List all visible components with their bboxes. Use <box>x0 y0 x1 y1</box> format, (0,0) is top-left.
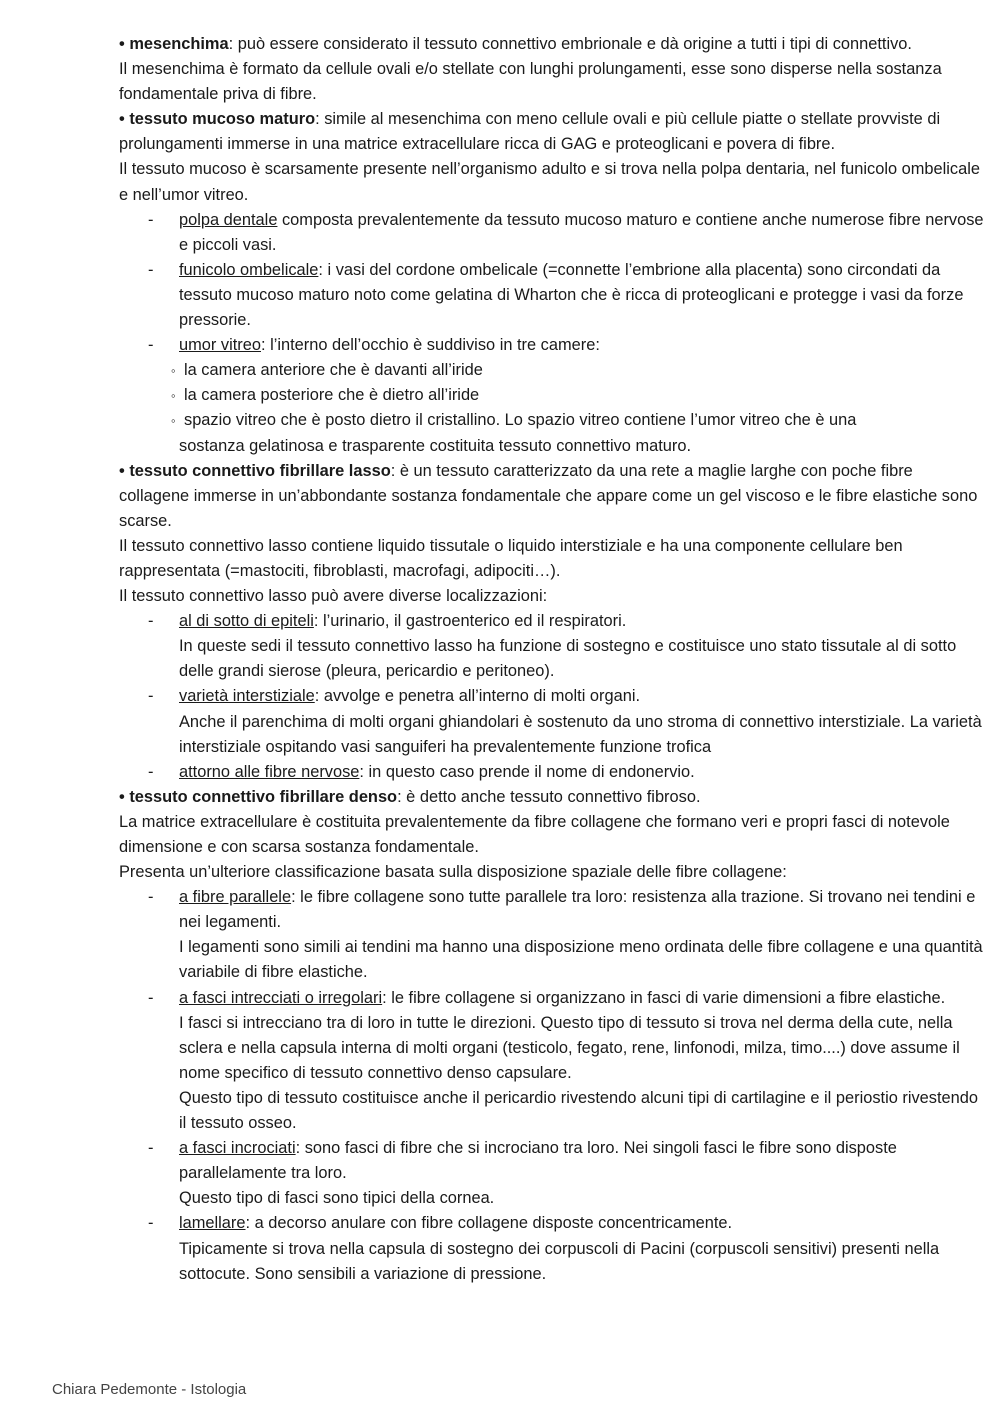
dash-list-item <box>119 333 984 358</box>
dash-marker: - <box>148 1139 154 1158</box>
section-term <box>119 110 315 128</box>
bullet-marker: • <box>119 35 125 53</box>
section-term <box>119 788 397 806</box>
document-body <box>119 32 984 1287</box>
dash-list-item <box>119 258 984 333</box>
dash-list-item <box>119 1211 984 1236</box>
paragraph: Il tessuto connettivo lasso contiene liquido tissutale o liquido interstiziale e ha una componente cellulare ben rappresentata (=mastociti, fibroblasti, macrofagi, adipociti…). <box>119 536 903 580</box>
subtopic-term: umor vitreo <box>179 336 261 355</box>
term-description: : può essere considerato il tessuto connettivo embrionale e dà origine a tutti i tipi di connettivo. <box>228 35 912 53</box>
bullet-paragraph <box>119 459 984 534</box>
term-text: tessuto connettivo fibrillare lasso <box>129 461 391 480</box>
term-text: tessuto mucoso maturo <box>129 110 316 129</box>
dash-list-item <box>119 208 984 258</box>
page-footer: Chiara Pedemonte - Istologia <box>52 1381 247 1398</box>
dash-list-item <box>119 760 984 785</box>
list-continuation: Tipicamente si trova nella capsula di sostegno dei corpuscoli di Pacini (corpuscoli sensitivi) presenti nella sottocute. Sono sensibili a variazione di pressione. <box>179 1239 940 1283</box>
circle-list-item <box>119 408 984 433</box>
dash-list-item <box>119 986 984 1011</box>
circle-item-text: la camera anteriore che è davanti all’iride <box>184 361 483 380</box>
term-description: : è detto anche tessuto connettivo fibroso. <box>397 787 701 806</box>
subtopic-term: a fibre parallele <box>179 888 292 907</box>
dash-marker: - <box>148 336 154 355</box>
dash-marker: - <box>148 612 154 631</box>
subtopic-description: : l’interno dell’occhio è suddiviso in tre camere: <box>260 336 600 355</box>
subtopic-description: : a decorso anulare con fibre collagene disposte concentricamente. <box>245 1214 733 1233</box>
bullet-paragraph <box>119 785 984 810</box>
dash-marker: - <box>148 762 154 781</box>
bullet-marker: • <box>119 110 125 129</box>
dash-marker: - <box>148 210 154 229</box>
dash-list-item <box>119 684 984 709</box>
subtopic-description: : avvolge e penetra all’interno di molti organi. <box>314 687 641 706</box>
list-continuation: Anche il parenchima di molti organi ghiandolari è sostenuto da uno stroma di connettivo interstiziale. La varietà interstiziale ospitando vasi sanguiferi ha prevalentemente funzione trofica <box>179 712 982 756</box>
subtopic-description: : sono fasci di fibre che si incrociano tra loro. Nei singoli fasci le fibre sono disposte parallelamente tra loro. <box>179 1139 897 1183</box>
circle-marker: ◦ <box>171 413 176 429</box>
paragraph: Il mesenchima è formato da cellule ovali e/o stellate con lunghi prolungamenti, esse sono disperse nella sostanza fondamentale priva di fibre. <box>119 60 942 104</box>
bullet-paragraph <box>119 32 984 57</box>
subtopic-term: a fasci intrecciati o irregolari <box>179 988 383 1007</box>
term-description: : è un tessuto caratterizzato da una rete a maglie larghe con poche fibre collagene immerse in un’abbondante sostanza fondamentale che appare come un gel viscoso e le fibre elastiche sono scarse. <box>119 461 978 530</box>
subtopic-term: varietà interstiziale <box>179 687 315 706</box>
subtopic-term: attorno alle fibre nervose <box>179 762 360 781</box>
subtopic-term: lamellare <box>179 1214 246 1233</box>
circle-list-item <box>119 358 984 383</box>
circle-marker: ◦ <box>171 363 176 379</box>
dash-marker: - <box>148 687 154 706</box>
dash-marker: - <box>148 1214 154 1233</box>
list-continuation: Questo tipo di tessuto costituisce anche il pericardio rivestendo alcuni tipi di cartilagine e il periostio rivestendo il tessuto osseo. <box>179 1088 979 1133</box>
section-term <box>119 462 391 480</box>
circle-list-item <box>119 383 984 408</box>
subtopic-description: : in questo caso prende il nome di endonervio. <box>359 762 695 781</box>
subtopic-term: polpa dentale <box>179 210 278 229</box>
list-continuation: Questo tipo di fasci sono tipici della cornea. <box>179 1189 495 1208</box>
paragraph: La matrice extracellulare è costituita prevalentemente da fibre collagene che formano veri e propri fasci di notevole dimensione e con scarsa sostanza fondamentale. <box>119 812 950 856</box>
dash-marker: - <box>148 888 154 907</box>
circle-item-text: la camera posteriore che è dietro all’iride <box>184 386 480 405</box>
list-continuation: I legamenti sono simili ai tendini ma hanno una disposizione meno ordinata delle fibre collagene e una quantità variabile di fibre elastiche. <box>179 938 983 982</box>
list-continuation: In queste sedi il tessuto connettivo lasso ha funzione di sostegno e costituisce uno stato tissutale al di sotto delle grandi sierose (pleura, pericardio e peritoneo). <box>179 637 957 681</box>
term-text: mesenchima <box>129 35 229 53</box>
dash-marker: - <box>148 988 154 1007</box>
subtopic-term: funicolo ombelicale <box>179 260 319 279</box>
dash-list-item <box>119 609 984 634</box>
list-continuation: I fasci si intrecciano tra di loro in tutte le direzioni. Questo tipo di tessuto si trova nel derma della cute, nella sclera e nella capsula interna di molti organi (testicolo, fegato, rene, linfonodi, milza, timo....) dove assume il nome specifico di tessuto connettivo denso capsulare. <box>179 1013 960 1082</box>
subtopic-description: : le fibre collagene sono tutte parallele tra loro: resistenza alla trazione. Si trovano nei tendini e nei legamenti. <box>179 888 976 932</box>
list-continuation: sostanza gelatinosa e trasparente costituita tessuto connettivo maturo. <box>179 436 692 455</box>
subtopic-description: : l’urinario, il gastroenterico ed il respiratori. <box>313 612 627 631</box>
paragraph: Presenta un’ulteriore classificazione basata sulla disposizione spaziale delle fibre collagene: <box>119 863 787 882</box>
paragraph: Il tessuto mucoso è scarsamente presente nell’organismo adulto e si trova nella polpa dentaria, nel funicolo ombelicale e nell’umor vitreo. <box>119 160 980 204</box>
dash-list-item <box>119 1136 984 1186</box>
dash-marker: - <box>148 260 154 279</box>
dash-list-item <box>119 885 984 935</box>
circle-item-text: spazio vitreo che è posto dietro il cristallino. Lo spazio vitreo contiene l’umor vitreo che è una <box>184 411 857 430</box>
subtopic-term: a fasci incrociati <box>179 1139 296 1158</box>
bullet-marker: • <box>119 461 125 480</box>
subtopic-term: al di sotto di epiteli <box>179 612 314 631</box>
term-text: tessuto connettivo fibrillare denso <box>129 787 398 806</box>
bullet-marker: • <box>119 787 125 806</box>
circle-marker: ◦ <box>171 388 176 404</box>
bullet-paragraph <box>119 107 984 157</box>
term-description: : simile al mesenchima con meno cellule ovali e più cellule piatte o stellate provviste di prolungamenti immerse in una matrice extracellulare ricca di GAG e proteoglicani e povera di fibre. <box>119 110 941 154</box>
subtopic-description: composta prevalentemente da tessuto mucoso maturo e contiene anche numerose fibre nervose e piccoli vasi. <box>179 210 984 254</box>
subtopic-description: : i vasi del cordone ombelicale (=connette l’embrione alla placenta) sono circondati da tessuto mucoso maturo noto come gelatina di Wharton che è ricca di proteoglicani e protegge i vasi da forze pressorie. <box>179 260 964 330</box>
paragraph: Il tessuto connettivo lasso può avere diverse localizzazioni: <box>119 587 548 606</box>
subtopic-description: : le fibre collagene si organizzano in fasci di varie dimensioni a fibre elastiche. <box>382 988 946 1007</box>
section-term <box>119 35 229 53</box>
